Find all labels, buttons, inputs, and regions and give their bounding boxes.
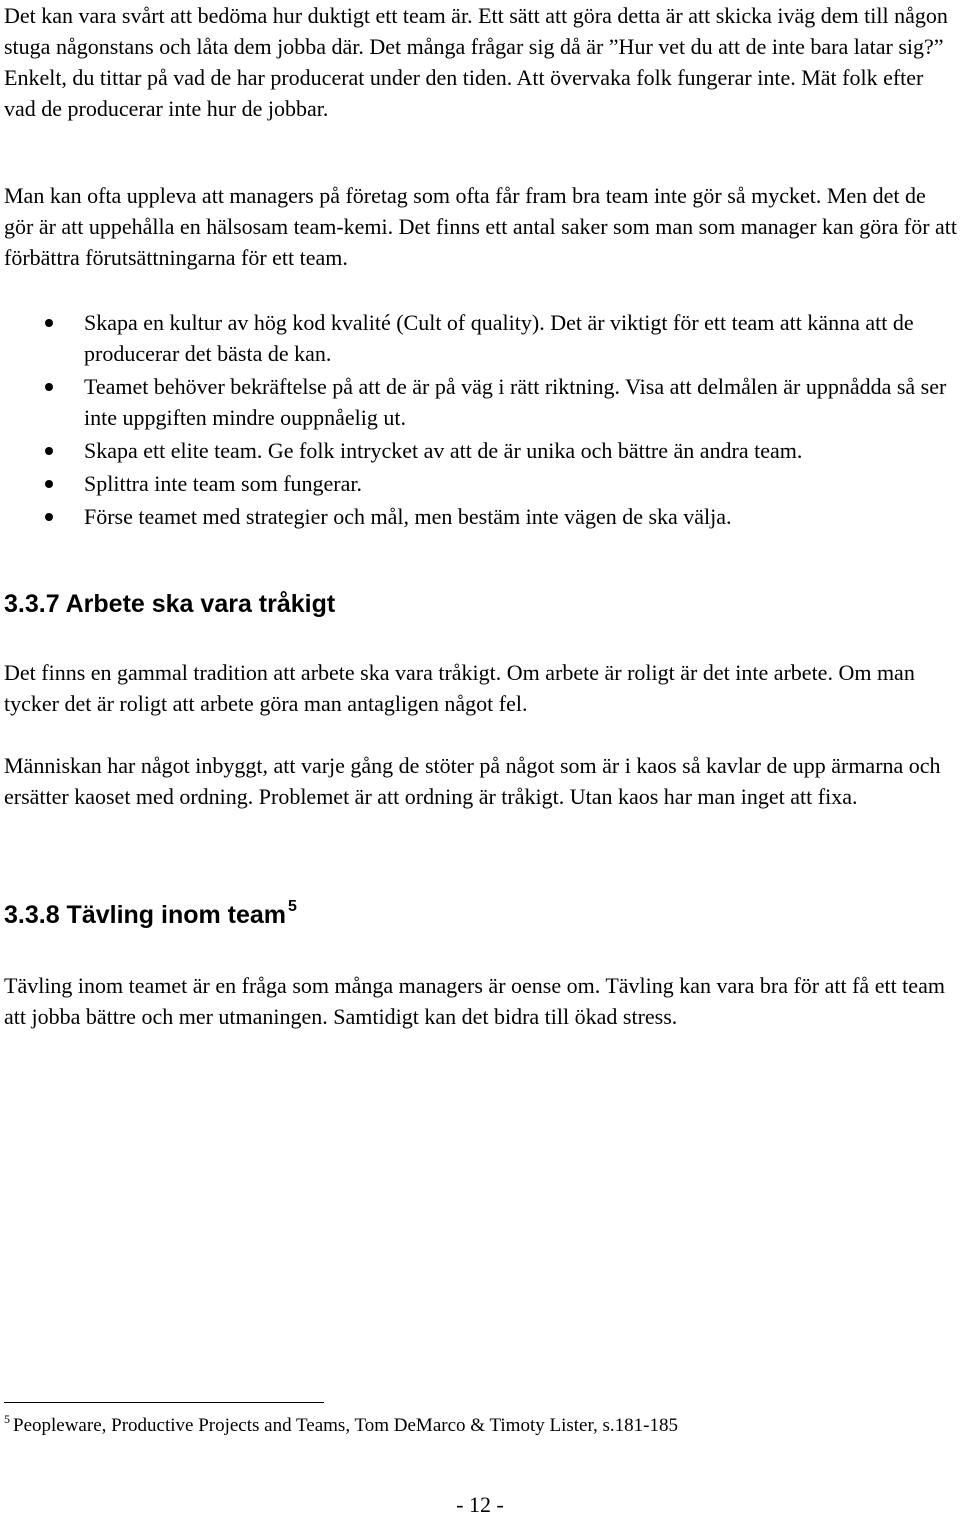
- footnote-text: Peopleware, Productive Projects and Teams, Tom DeMarco & Timoty Lister, s.181-185: [13, 1415, 679, 1436]
- paragraph-competition: Tävling inom teamet är en fråga som många managers är oense om. Tävling kan vara bra för att få ett team att jobba bättre och mer utmaningen. Samtidigt kan det bidra till ökad stress.: [4, 973, 945, 1029]
- list-item-text: Förse teamet med strategier och mål, men bestäm inte vägen de ska välja.: [84, 504, 732, 529]
- bullet-icon: [45, 480, 53, 488]
- bullet-icon: [45, 513, 53, 521]
- page-number: - 12 -: [456, 1492, 504, 1517]
- section-heading-text: 3.3.8 Tävling inom team: [4, 901, 287, 929]
- paragraph-team-chemistry: Man kan ofta uppleva att managers på företag som ofta får fram bra team inte gör så mycket. Men det de gör är att uppehålla en hälsosam team-kemi. Det finns ett antal saker som man som manager kan göra för att förbättra förutsättningarna för ett team.: [4, 183, 958, 270]
- footnote-divider: [4, 1402, 324, 1403]
- paragraph-team-evaluation: Det kan vara svårt att bedöma hur duktigt ett team är. Ett sätt att göra detta är att skicka iväg dem till någon stuga någonstans och låta dem jobba där. Det många frågar sig då är ”Hur vet du att de inte bara latar sig?” Enkelt, du tittar på vad de har producerat under den tiden. Att övervaka folk fungerar inte. Mät folk efter vad de producerar inte hur de jobbar.: [4, 3, 948, 121]
- section-heading-boring-work: 3.3.7 Arbete ska vara tråkigt: [4, 590, 336, 618]
- list-item-text: Skapa ett elite team. Ge folk intrycket av att de är unika och bättre än andra team.: [84, 438, 803, 463]
- list-item: [0, 435, 954, 466]
- list-item: [0, 307, 954, 369]
- bullet-icon: [45, 383, 53, 391]
- bullet-icon: [45, 447, 53, 455]
- footnote: [4, 1412, 678, 1441]
- bullet-list: [0, 307, 960, 534]
- paragraph-boring-tradition: Det finns en gammal tradition att arbete ska vara tråkigt. Om arbete är roligt är det inte arbete. Om man tycker det är roligt att arbete göra man antagligen något fel.: [4, 660, 915, 716]
- footnote-marker: 5: [4, 1412, 10, 1426]
- section-heading-competition: [4, 898, 297, 936]
- paragraph-chaos-order: Människan har något inbyggt, att varje gång de stöter på något som är i kaos så kavlar de upp ärmarna och ersätter kaoset med ordning. Problemet är att ordning är tråkigt. Utan kaos har man inget att fixa.: [4, 753, 941, 809]
- list-item: [0, 371, 954, 433]
- list-item: [0, 501, 954, 532]
- list-item: [0, 468, 954, 499]
- footnote-reference: 5: [288, 898, 297, 915]
- list-item-text: Skapa en kultur av hög kod kvalité (Cult of quality). Det är viktigt för ett team att känna att de producerar det bästa de kan.: [84, 310, 914, 366]
- bullet-icon: [45, 319, 53, 327]
- list-item-text: Splittra inte team som fungerar.: [84, 471, 362, 496]
- list-item-text: Teamet behöver bekräftelse på att de är på väg i rätt riktning. Visa att delmålen är uppnådda så ser inte uppgiften mindre ouppnåelig ut.: [84, 374, 947, 430]
